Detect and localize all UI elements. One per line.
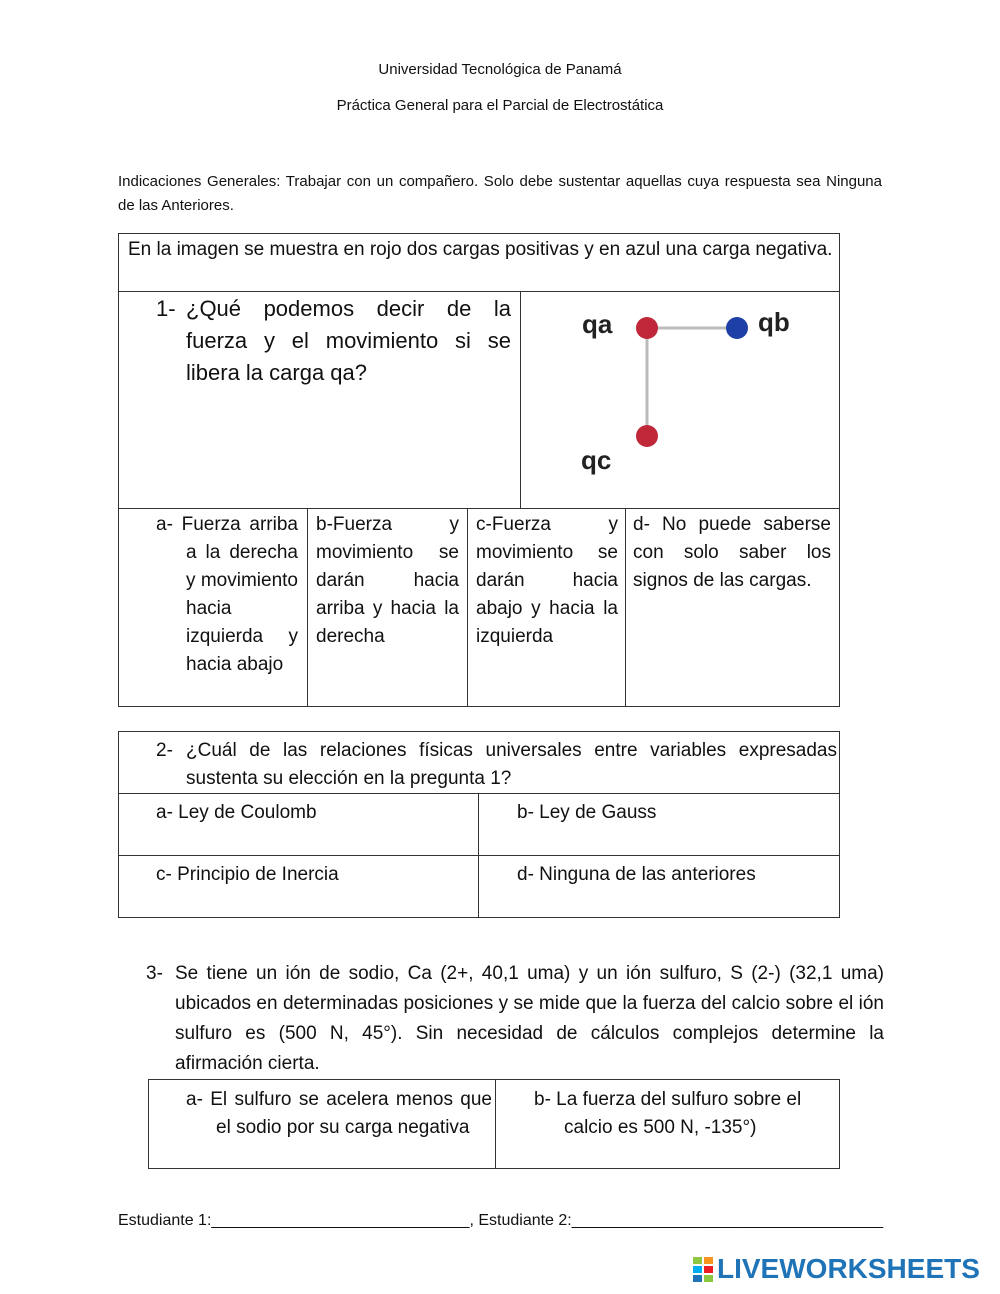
- q2-number: 2-: [156, 740, 173, 761]
- q1-question-text: ¿Qué podemos decir de la fuerza y el movimiento si se libera la carga qa?: [186, 296, 511, 385]
- charge-qa: [636, 317, 658, 339]
- charge-qb: [726, 317, 748, 339]
- brand-name: LIVEWORKSHEETS: [717, 1253, 980, 1284]
- q1-option-d[interactable]: d- No puede saberse con solo saber los signos de las cargas.: [633, 514, 831, 591]
- q1-option-c[interactable]: c-Fuerza y movimiento se darán hacia abajo y hacia la izquierda: [476, 514, 618, 647]
- charge-qc: [636, 425, 658, 447]
- q3-question-text: Se tiene un ión de sodio, Ca (2+, 40,1 uma) y un ión sulfuro, S (2-) (32,1 uma) ubicados en determinadas posiciones y se mide que la fuerza del calcio sobre el ión sulfuro es (500 N, 45°). Sin necesidad de cálculos complejos determine la afirmación cierta.: [175, 963, 884, 1074]
- student2-field[interactable]: Estudiante 2:___________________________________: [478, 1212, 884, 1229]
- label-qb: qb: [758, 307, 790, 337]
- instructions: Indicaciones Generales: Trabajar con un compañero. Solo debe sustentar aquellas cuya respuesta sea Ninguna de las Anteriores.: [118, 173, 882, 214]
- label-qc: qc: [581, 445, 612, 475]
- q1-number: 1-: [156, 296, 176, 321]
- q1-option-b[interactable]: b-Fuerza y movimiento se darán hacia arriba y hacia la derecha: [316, 514, 459, 647]
- q2-option-c[interactable]: c- Principio de Inercia: [156, 864, 339, 885]
- q1-intro: En la imagen se muestra en rojo dos cargas positivas y en azul una carga negativa.: [128, 239, 833, 260]
- q2-question: [156, 737, 837, 793]
- page-subtitle: Práctica General para el Parcial de Electrostática: [336, 97, 664, 114]
- q1-option-a[interactable]: a- Fuerza arriba a la derecha y movimiento hacia izquierda y hacia abajo: [156, 514, 298, 675]
- charges-diagram: [522, 293, 838, 507]
- q3-option-a[interactable]: a- El sulfuro se acelera menos que el sodio por su carga negativa: [186, 1089, 492, 1138]
- student1-field[interactable]: Estudiante 1:_____________________________: [118, 1212, 470, 1229]
- q3-number: 3-: [146, 963, 163, 984]
- student-names[interactable]: Estudiante 1:_____________________________, Estudiante 2:___________________________________: [118, 1212, 884, 1229]
- liveworksheets-logo: [693, 1255, 993, 1285]
- label-qa: qa: [582, 309, 613, 339]
- q3-option-b[interactable]: b- La fuerza del sulfuro sobre el calcio es 500 N, -135°): [534, 1089, 802, 1138]
- q1-question: [156, 293, 511, 389]
- liveworksheets-icon: [693, 1257, 715, 1283]
- q2-option-a[interactable]: a- Ley de Coulomb: [156, 802, 317, 823]
- q2-option-b[interactable]: b- Ley de Gauss: [517, 802, 657, 823]
- q2-question-text: ¿Cuál de las relaciones físicas universales entre variables expresadas sustenta su elección en la pregunta 1?: [186, 740, 837, 789]
- q3-question: [146, 959, 884, 1079]
- q2-option-d[interactable]: d- Ninguna de las anteriores: [517, 864, 756, 885]
- university-title: Universidad Tecnológica de Panamá: [378, 61, 622, 78]
